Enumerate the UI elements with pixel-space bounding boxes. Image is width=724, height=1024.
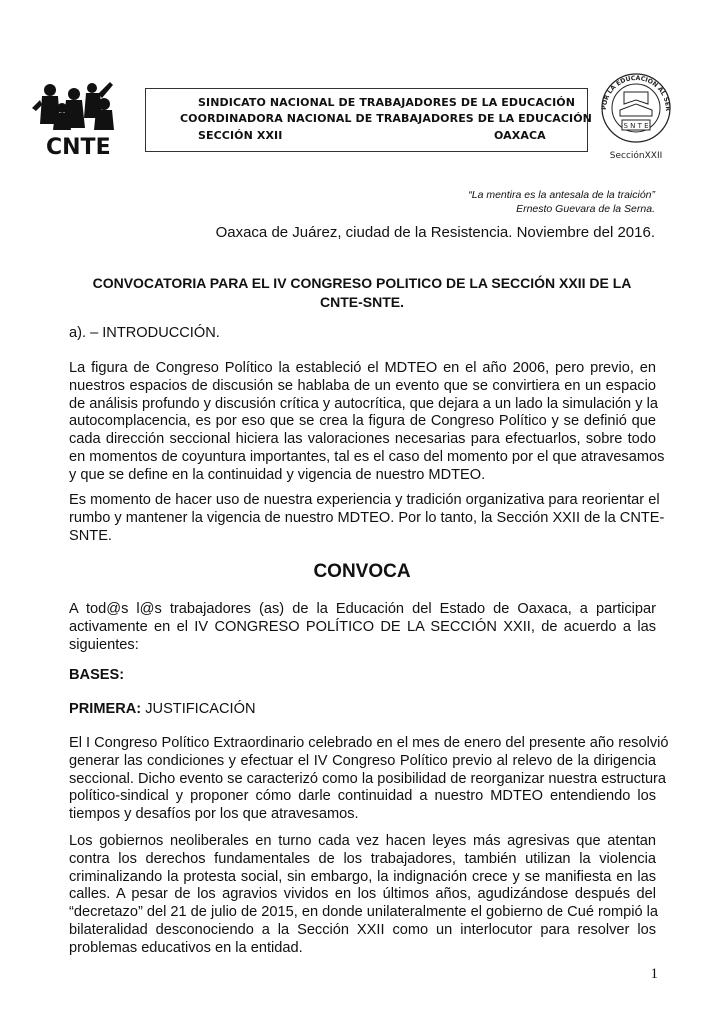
paragraph-line: El I Congreso Político Extraordinario celebrado en el mes de enero del presente año resolvió: [69, 735, 669, 751]
paragraph-line: generar las condiciones y efectuar el IV Congreso Político previo al relevo de la dirigencia: [69, 752, 656, 769]
primera-label: PRIMERA:: [69, 701, 142, 717]
letterhead-state: OAXACA: [494, 129, 546, 142]
snte-seal-icon: [596, 70, 676, 162]
convoca-paragraph: [69, 601, 656, 654]
intro-paragraph-1: [69, 360, 665, 485]
paragraph-line: seccional. Dicho evento se caracterizó como la posibilidad de reorganizar nuestra estructura: [69, 770, 667, 787]
letterhead-line-2: COORDINADORA NACIONAL DE TRABAJADORES DE LA EDUCACIÓN: [180, 112, 592, 125]
title-line-2: CNTE-SNTE.: [320, 294, 404, 310]
paragraph-line: La figura de Congreso Político la estableció el MDTEO en el año 2006, pero previo, en: [69, 360, 656, 376]
page-number: 1: [650, 966, 658, 982]
primera-heading: [69, 701, 656, 719]
primera-paragraph-1: [69, 735, 669, 824]
seal-caption: SecciónXXII: [609, 151, 663, 161]
paragraph-line: calles. A pesar de los agravios vividos en los últimos años, agudizándose después del: [69, 886, 656, 903]
cnte-figures-illustration: [30, 78, 134, 158]
intro-paragraph-2: [69, 492, 665, 545]
seal-ring-text: POR LA EDUCACIÓN AL SER: [600, 74, 672, 112]
seal-snte-text: S N T E: [623, 122, 649, 130]
snte-seccion-xxii-seal: [596, 70, 676, 162]
letterhead-line-1: SINDICATO NACIONAL DE TRABAJADORES DE LA EDUCACIÓN: [198, 96, 576, 109]
paragraph-line: y que se define en la continuidad y vigencia de nuestro MDTEO.: [69, 466, 486, 483]
epigraph-quote: “La mentira es la antesala de la traición”: [468, 189, 655, 201]
paragraph-line: problemas educativos en la entidad.: [69, 939, 303, 956]
section-a-heading: [69, 325, 656, 343]
paragraph-line: siguientes:: [69, 636, 139, 653]
cnte-logo-text: CNTE: [46, 135, 111, 158]
paragraph-line: bilateralidad desconociendo a la Sección XXII como un interlocutor para resolver los: [69, 921, 656, 938]
paragraph-line: contra los derechos fundamentales de los trabajadores, también utilizan la violencia: [69, 850, 656, 867]
paragraph-line: Es momento de hacer uso de nuestra experiencia y tradición organizativa para reorientar el: [69, 492, 660, 508]
document-title: [60, 274, 664, 312]
epigraph-author: Ernesto Guevara de la Serna.: [516, 203, 655, 215]
letterhead-box: [145, 88, 592, 152]
cnte-logo: [30, 78, 134, 158]
paragraph-line: político-sindical y proponer cómo darle continuidad a nuestro MDTEO entendiendo los: [69, 788, 656, 805]
paragraph-line: SNTE.: [69, 527, 112, 544]
paragraph-line: autocomplacencia, es por eso que se crea la figura de Congreso Político y se definió que: [69, 413, 656, 430]
paragraph-line: en momentos de coyuntura importantes, tal es el caso del momento por el que atravesamos: [69, 448, 665, 465]
paragraph-line: cada dirección seccional hiciera las valoraciones necesarias para efectuarlos, sobre todo: [69, 431, 656, 448]
place-and-date: Oaxaca de Juárez, ciudad de la Resistencia. Noviembre del 2016.: [215, 224, 655, 241]
bases-heading: [69, 667, 656, 685]
paragraph-line: A tod@s l@s trabajadores (as) de la Educación del Estado de Oaxaca, a participar: [69, 601, 656, 617]
section-a-heading-text: a). – INTRODUCCIÓN.: [69, 325, 220, 341]
paragraph-line: criminalizando la protesta social, sin embargo, la indignación crece y se manifiesta en las: [69, 868, 656, 885]
paragraph-line: “decretazo” del 21 de julio de 2015, en donde unilateralmente el gobierno de Cué rompió la: [69, 904, 659, 921]
primera-title: JUSTIFICACIÓN: [141, 701, 256, 717]
bases-heading-text: BASES:: [69, 667, 125, 683]
paragraph-line: nuestros espacios de discusión se hablaba de un evento que se convirtiera en un espacio: [69, 377, 656, 394]
primera-paragraph-2: [69, 833, 659, 958]
paragraph-line: rumbo y mantener la vigencia de nuestro MDTEO. Por lo tanto, la Sección XXII de la CNTE-: [69, 509, 665, 526]
convoca-heading: CONVOCA: [313, 561, 411, 582]
title-line-1: CONVOCATORIA PARA EL IV CONGRESO POLITICO DE LA SECCIÓN XXII DE LA: [92, 275, 632, 291]
paragraph-line: activamente en el IV CONGRESO POLÍTICO DE LA SECCIÓN XXII, de acuerdo a las: [69, 618, 656, 635]
paragraph-line: tiempos y desafíos por los que atravesamos.: [69, 806, 359, 823]
paragraph-line: de análisis profundo y discusión crítica y autocrítica, que dejara a un lado la simulación y la: [69, 395, 658, 412]
letterhead-section: SECCIÓN XXII: [198, 129, 283, 142]
epigraph: [468, 188, 655, 216]
paragraph-line: Los gobiernos neoliberales en turno cada vez hacen leyes más agresivas que atentan: [69, 833, 656, 849]
